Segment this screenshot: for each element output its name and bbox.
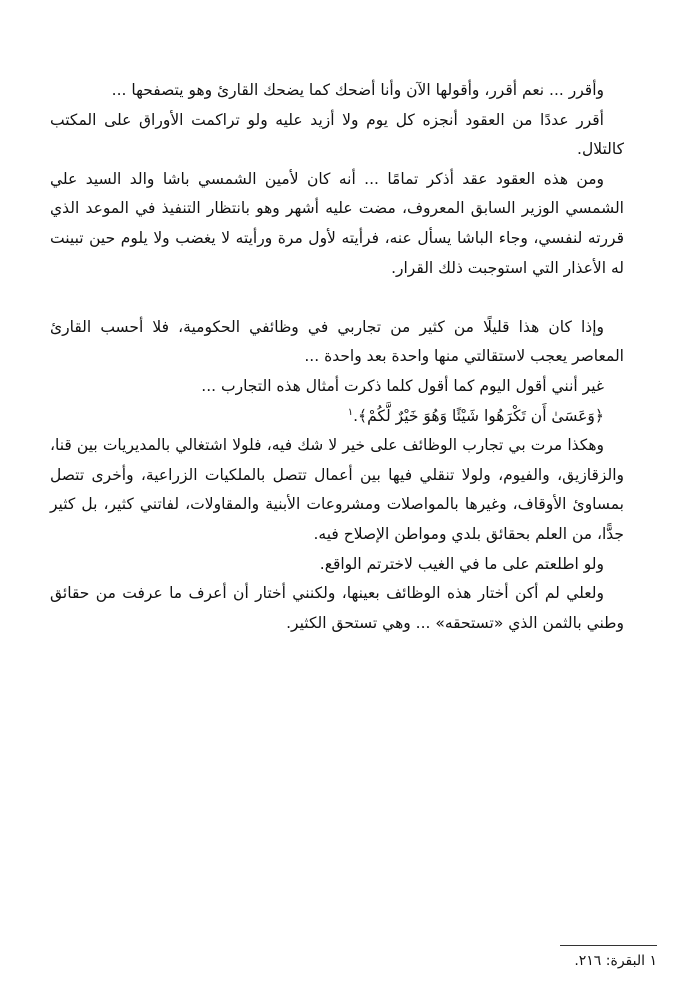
paragraph: أقرر عددًا من العقود أنجزه كل يوم ولا أزيد عليه ولو تراكمت الأوراق على المكتب كالتلال. (50, 110, 624, 159)
paragraph: وأقرر ... نعم أقرر، وأقولها الآن وأنا أضحك كما يضحك القارئ وهو يتصفحها ... (111, 81, 604, 99)
paragraph: ولعلي لم أكن أختار هذه الوظائف بعينها، ولكنني أختار أن أعرف ما عرفت من حقائق وطني بالثمن الذي «تستحقه» ... وهي تستحق الكثير. (50, 584, 624, 632)
paragraph: ومن هذه العقود عقد أذكر تمامًا ... أنه كان لأمين الشمسي باشا والد السيد علي الشمسي الوزير السابق المعروف، مضت عليه أشهر وهو بانتظار التنفيذ في الموعد الذي قررته لنفسي، وجاء الباشا يسأل عنه، فرأيته لأول مرة ورأيته لا يغضب ولا يلوم حين تبينت له الأعذار التي استوجبت ذلك القرار. (50, 169, 624, 277)
quran-verse (50, 402, 624, 432)
paragraph: وإذا كان هذا قليلًا من كثير من تجاربي في وظائفي الحكومية، فلا أحسب القارئ المعاصر يعجب لاستقالتي منها واحدة بعد واحدة ... (50, 317, 624, 366)
footnote: ١ البقرة: ٢١٦. (574, 953, 657, 969)
footnote-divider (560, 945, 657, 946)
verse-text: ﴿وَعَسَىٰ أَن تَكْرَهُوا شَيْئًا وَهُوَ خَيْرٌ لَّكُمْ﴾. (353, 406, 604, 425)
paragraph: غير أنني أقول اليوم كما أقول كلما ذكرت أمثال هذه التجارب ... (201, 376, 604, 395)
footnote-marker[interactable]: ١ (347, 406, 354, 418)
body-text (50, 76, 624, 638)
paragraph: ولو اطلعتم على ما في الغيب لاخترتم الواقع. (319, 554, 604, 573)
paragraph: وهكذا مرت بي تجارب الوظائف على خير لا شك فيه، فلولا اشتغالي بالمديريات بين قنا، والزقازيق، والفيوم، ولولا تنقلي فيها بين أعمال تتصل بالملكيات الزراعية، وأخرى تتصل بمساوئ الأوقاف، وغيرها بالمواصلات ومشروعات الأبنية والمقاولات، لفاتني كثير، بل كثير جدًّا، من العلم بحقائق بلدي ومواطن الإصلاح فيه. (50, 436, 624, 543)
